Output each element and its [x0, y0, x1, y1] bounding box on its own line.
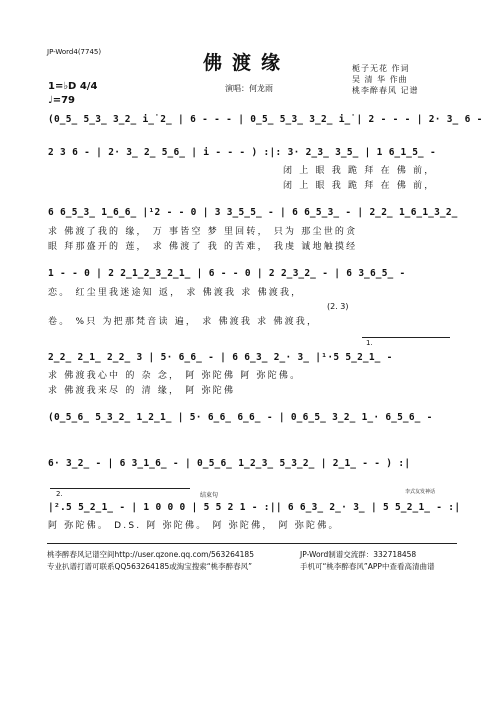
score-row-5-lyric-1: 求 佛渡我心中 的 杂 念， 阿 弥陀佛 阿 弥陀佛。 [48, 371, 302, 381]
lyricist-credit: 栀子无花 作词 [352, 64, 410, 73]
score-row-6-music: (0̲5̲6̲ 5̲3̲2̲ 1̲2̲1̲ | 5· 6̲6̲ 6̲6̲ - | 0̲6̲5̲ 3̲2̲ 1̲· 6̲5̲6̲ - [48, 412, 433, 423]
volta-1-bracket [362, 337, 450, 338]
footer-site: 桃李醉春风记谱空间http://user.qzone.qq.com/563264185 [47, 550, 254, 559]
score-row-3-lyric-1: 求 佛渡了我的 缘， 万 事皆空 梦 里回转， 只为 那尘世的贪 [48, 227, 358, 237]
score-row-7-music: 6· 3̲2̲ - | 6 3̲1̲6̲ - | 0̲5̲6̲ 1̲2̲3̲ 5̲3̲2̲ | 2̲1̲ - - ) :| [48, 458, 411, 469]
footer-group: JP-Word制谱交流群：332718458 [300, 550, 417, 559]
score-row-8-music: |².5 5̲2̲1̲ - | 1 0 0 0 | 5 5 2 1 - :|| 6 6̲3̲ 2̲· 3̲ | 5 5̲2̲1̲ - :| [48, 502, 461, 513]
transcriber-credit: 桃李醉春风 记谱 [352, 86, 419, 95]
singer-label: 演唱：何龙雨 [225, 84, 273, 93]
score-row-2-music: 2 3 6 - | 2· 3̲ 2̲ 5̲6̲ | i - - - ) :|: 3· 2̲3̲ 3̲5̲ | 1 6̲1̲5̲ - [48, 147, 436, 158]
tempo-marking: ♩=79 [48, 95, 76, 106]
edition-tag: JP-Word4(7745) [47, 48, 102, 56]
score-row-4-lyric-1: 恋。 红尘里我迷途知 返， 求 佛渡我 求 佛渡我， [48, 288, 303, 298]
score-row-8-lyric-1: 阿 弥陀佛。 D.S. 阿 弥陀佛。 阿 弥陀佛， 阿 弥陀佛。 [48, 521, 340, 531]
footer-contact: 专业扒谱打谱可联系QQ563264185或淘宝搜索“桃李醉春风” [47, 562, 253, 571]
composer-credit: 吴 清 华 作曲 [352, 75, 408, 84]
song-title: 佛渡缘 [203, 52, 291, 74]
footer-app: 手机可“桃李醉春风”APP中查看高清曲谱 [300, 562, 435, 571]
end-note: 李式友发神话 [405, 489, 436, 495]
score-row-3-lyric-2: 眼 拜那盛开的 莲， 求 佛渡了 我 的苦难， 我虔 诚地触摸经 [48, 242, 358, 252]
score-row-2-lyric-1: 闭 上 眼 我 跪 拜 在 佛 前， [283, 166, 436, 176]
volta-1-label: 1. [366, 339, 373, 347]
volta-2-bracket [50, 488, 190, 489]
score-row-5-lyric-2: 求 佛渡我来尽 的 清 缘， 阿 弥陀佛 [48, 386, 236, 396]
score-row-2-lyric-2: 闭 上 眼 我 跪 拜 在 佛 前， [283, 181, 436, 191]
score-row-4-lyric-2: 卷。 %只 为把那梵音读 遍， 求 佛渡我 求 佛渡我， [48, 317, 319, 327]
score-row-4-music: 1 - - 0 | 2 2̲1̲2̲3̲2̲1̲ | 6 - - 0 | 2 2̲3̲2̲ - | 6 3̲6̲5̲ - [48, 268, 406, 279]
footer-divider [47, 543, 457, 544]
score-row-1-music: (0̲5̲ 5̲3̲ 3̲2̲ i̲̇ 2̲ | 6 - - - | 0̲5̲ 5̲3̲ 3̲2̲ i̲̇ | 2 - - - | 2· 3̲ 6 - [48, 114, 483, 125]
volta-2-label: 2. [56, 490, 63, 498]
score-row-3-music: 6 6̲5̲3̲ 1̲6̲6̲ |¹2 - - 0 | 3 3̲5̲5̲ - | 6 6̲5̲3̲ - | 2̲2̲ 1̲6̲1̲3̲2̲ [48, 207, 458, 218]
score-row-5-music: 2̲2̲ 2̲1̲ 2̲2̲ 3 | 5· 6̲6̲ - | 6 6̲3̲ 2̲· 3̲ |¹·5 5̲2̲1̲ - [48, 352, 393, 363]
repeat-mark: (2. 3) [327, 302, 349, 311]
key-signature: 1=♭D 4/4 [48, 81, 98, 92]
ending-phrase-label: 结束句 [200, 492, 219, 499]
